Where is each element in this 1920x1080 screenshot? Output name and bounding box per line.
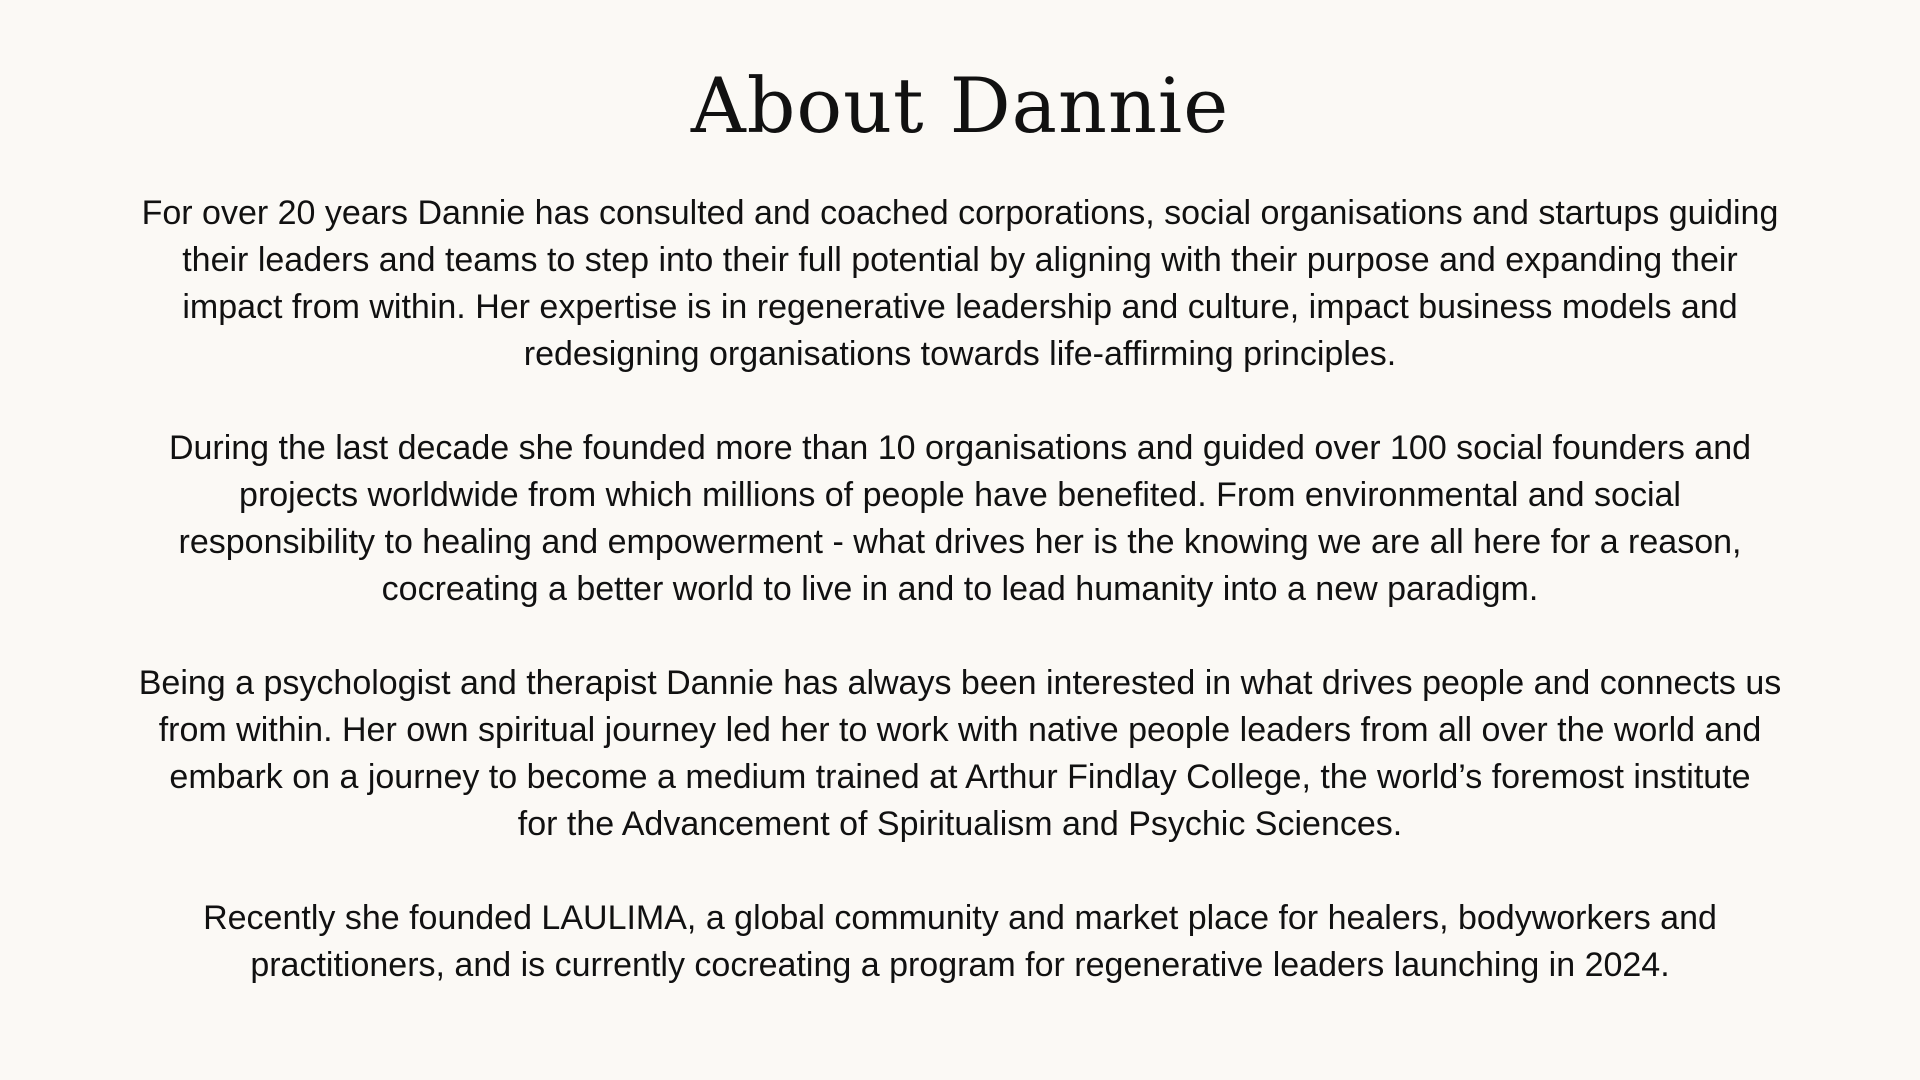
paragraph-line: cocreating a better world to live in and to lead humanity into a new paradigm. [381, 570, 1539, 608]
paragraph-line: responsibility to healing and empowerment - what drives her is the knowing we are all here for a reason, [178, 523, 1742, 561]
paragraph-laulima [100, 895, 1820, 989]
paragraph-line: projects worldwide from which millions of people have benefited. From environmental and social [239, 476, 1681, 514]
paragraph-psychologist [100, 660, 1820, 848]
page-title: About Dannie [690, 61, 1230, 150]
paragraph-line: For over 20 years Dannie has consulted and coached corporations, social organisations and startups guiding [141, 194, 1779, 232]
paragraph-line: Being a psychologist and therapist Dannie has always been interested in what drives people and connects us [138, 664, 1782, 702]
paragraph-founder [100, 425, 1820, 613]
paragraph-line: practitioners, and is currently cocreating a program for regenerative leaders launching in 2024. [250, 946, 1670, 984]
about-body [100, 190, 1820, 989]
paragraph-line: redesigning organisations towards life-affirming principles. [523, 335, 1397, 373]
paragraph-line: Recently she founded LAULIMA, a global community and market place for healers, bodyworkers and [203, 899, 1717, 937]
paragraph-line: During the last decade she founded more than 10 organisations and guided over 100 social founders and [168, 429, 1752, 467]
paragraph-line: for the Advancement of Spiritualism and Psychic Sciences. [517, 805, 1403, 843]
paragraph-line: their leaders and teams to step into their full potential by aligning with their purpose and expanding their [182, 241, 1738, 279]
paragraph-line: from within. Her own spiritual journey led her to work with native people leaders from all over the world and [158, 711, 1762, 749]
paragraph-career [100, 190, 1820, 378]
paragraph-line: impact from within. Her expertise is in regenerative leadership and culture, impact business models and [182, 288, 1738, 326]
paragraph-line: embark on a journey to become a medium trained at Arthur Findlay College, the world’s foremost institute [169, 758, 1751, 796]
